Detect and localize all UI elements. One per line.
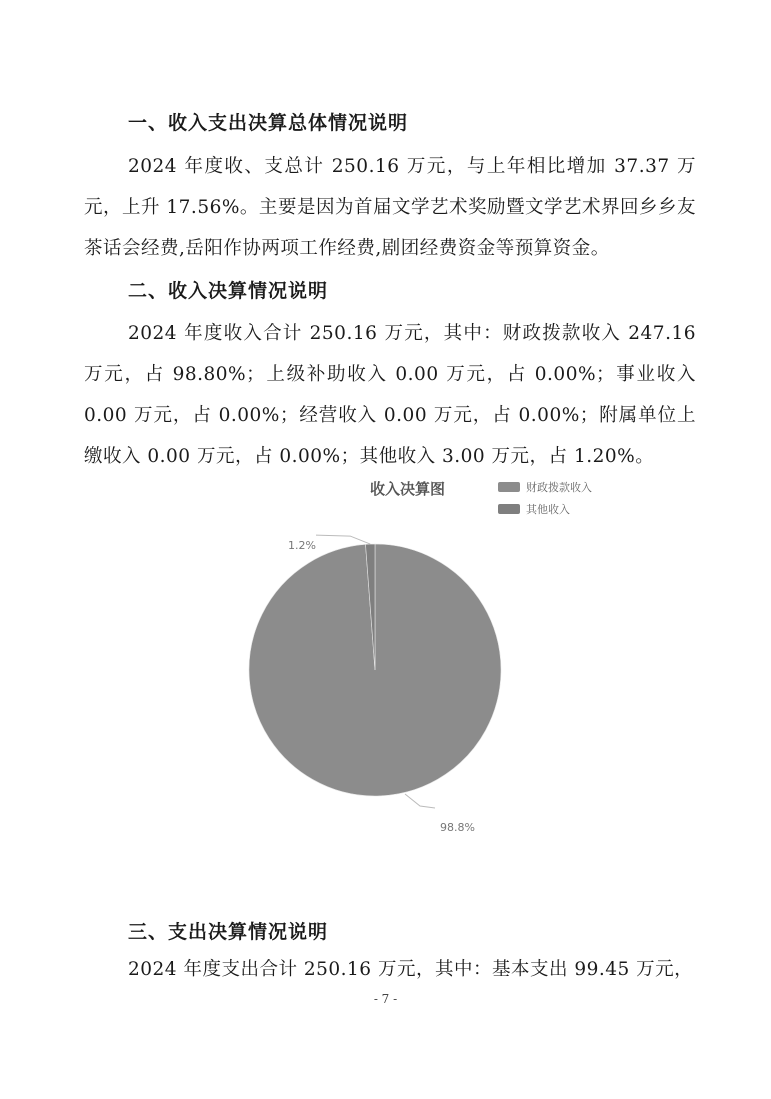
income-pie-chart	[230, 470, 620, 840]
legend-label-fiscal: 财政拨款收入	[526, 481, 592, 494]
leader-line-other	[316, 535, 370, 544]
section-3-heading: 三、支出决算情况说明	[128, 921, 329, 943]
legend-label-other: 其他收入	[526, 503, 570, 516]
section-3-paragraph: 2024 年度支出合计 250.16 万元，其中：基本支出 99.45 万元，	[128, 959, 694, 980]
legend-swatch-fiscal	[498, 482, 520, 492]
leader-line-fiscal	[405, 794, 435, 808]
section-1-heading: 一、收入支出决算总体情况说明	[128, 112, 409, 134]
page-number: - 7 -	[373, 992, 398, 1006]
pie-slices	[249, 544, 501, 796]
chart-title: 收入决算图	[370, 480, 446, 498]
legend-swatch-other	[498, 504, 520, 514]
section-2-paragraph: 2024 年度收入合计 250.16 万元，其中：财政拨款收入 247.16 万元，占 98.80%；上级补助收入 0.00 万元，占 0.00%；事业收入 0.00 万元，占 0.00%；经营收入 0.00 万元，占 0.00%；附属单位上缴收入 0.00 万元，占 0.00%；其他收入 3.00 万元，占 1.20%。	[84, 323, 696, 467]
data-label-fiscal: 98.8%	[440, 821, 475, 834]
section-1-paragraph: 2024 年度收、支总计 250.16 万元，与上年相比增加 37.37 万元，上升 17.56%。主要是因为首届文学艺术奖励暨文学艺术界回乡乡友茶话会经费,岳阳作协两项工作经费,剧团经费资金等预算资金。	[84, 156, 696, 259]
section-2-heading: 二、收入决算情况说明	[128, 280, 329, 302]
data-label-other: 1.2%	[288, 539, 316, 552]
pie-chart-canvas	[230, 470, 620, 840]
